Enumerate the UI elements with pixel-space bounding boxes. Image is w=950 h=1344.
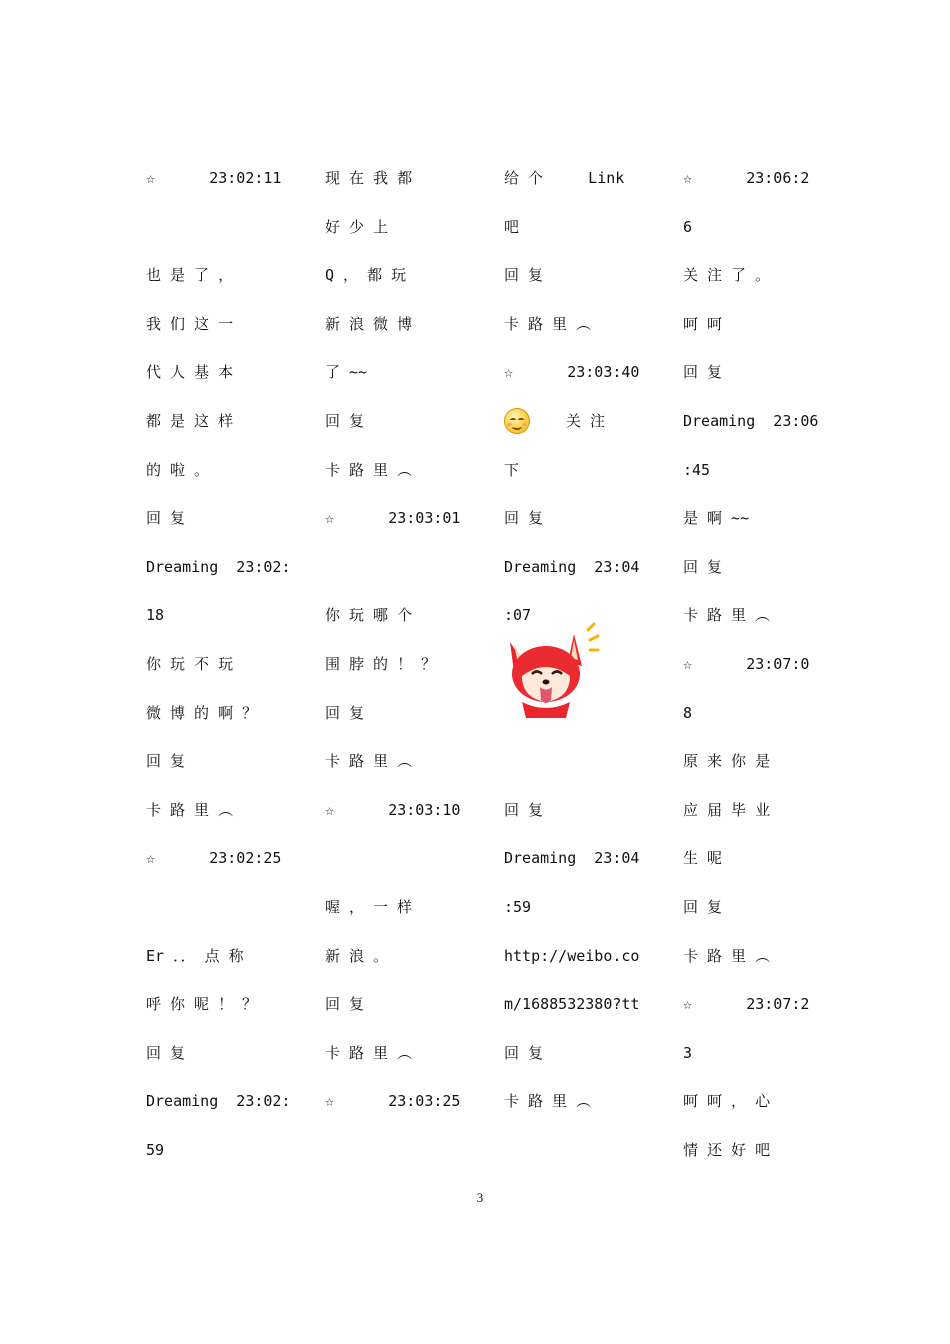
- text-line: ☆ 23:03:40: [504, 363, 640, 382]
- text-line: 回 复: [325, 703, 365, 722]
- text-line: 6: [683, 217, 693, 236]
- text-line: 原 来 你 是: [683, 752, 771, 771]
- text-line: 微 博 的 啊 ？: [146, 703, 258, 722]
- text-line: 59: [146, 1140, 165, 1159]
- text-line: :59: [504, 897, 532, 916]
- text-line: 给 个 Link: [504, 169, 625, 187]
- text-line: 回 复: [504, 800, 544, 819]
- text-line: 你 玩 不 玩: [146, 654, 234, 673]
- page-number: 3: [476, 1190, 484, 1205]
- text-line: 卡 路 里 ︵: [683, 606, 771, 625]
- text-line: Dreaming 23:02:: [146, 557, 291, 576]
- text-line: 呵 呵 ， 心: [683, 1092, 771, 1111]
- text-line: 卡 路 里 ︵: [325, 1043, 413, 1062]
- text-line: 回 复: [504, 266, 544, 285]
- text-line: ☆ 23:03:01: [325, 509, 461, 528]
- fox-sticker-icon: [504, 622, 604, 722]
- fox-sticker-slot: [504, 640, 669, 786]
- text-line: 回 复: [325, 411, 365, 430]
- text-line: 你 玩 哪 个: [325, 606, 413, 625]
- text-line: 回 复: [683, 363, 723, 382]
- text-line: Q ， 都 玩: [325, 266, 407, 285]
- text-line: 卡 路 里 ︵: [504, 1092, 592, 1111]
- text-line: m/1688532380?tt: [504, 995, 640, 1014]
- text-line: 卡 路 里 ︵: [683, 946, 771, 965]
- text-line: 生 呢: [683, 849, 723, 868]
- text-line: 卡 路 里 ︵: [325, 752, 413, 771]
- text-line: ☆ 23:02:25: [146, 849, 282, 868]
- text-line: 关 注 了 。: [683, 266, 771, 285]
- text-line: 8: [683, 703, 693, 722]
- text-line: 应 届 毕 业: [683, 800, 771, 819]
- text-line: 是 啊 ~~: [683, 509, 750, 528]
- text-line: ☆ 23:02:11: [146, 169, 282, 187]
- text-line: 呼 你 呢 ！ ？: [146, 995, 258, 1014]
- text-line: 回 复: [146, 509, 186, 528]
- text-line: 新 浪 微 博: [325, 314, 413, 333]
- smiley-caption: 关 注: [566, 411, 606, 430]
- text-line: 回 复: [146, 752, 186, 771]
- text-line: Dreaming 23:04: [504, 557, 640, 576]
- text-line: ☆ 23:07:0: [683, 654, 810, 673]
- text-line: 喔 ， 一 样: [325, 897, 413, 916]
- text-line: 18: [146, 606, 165, 625]
- text-line: 新 浪 。: [325, 946, 389, 965]
- blank-line: [146, 883, 311, 932]
- text-line: 了 ~~: [325, 363, 368, 382]
- text-line: 也 是 了 ，: [146, 266, 234, 285]
- text-line: 的 啦 。: [146, 460, 210, 479]
- text-line: ☆ 23:07:2: [683, 995, 810, 1014]
- text-line: Er ．． 点 称: [146, 946, 244, 965]
- blank-line: [325, 834, 490, 883]
- text-line: 现 在 我 都: [325, 169, 413, 187]
- text-line: 回 复: [504, 1043, 544, 1062]
- text-line: ☆ 23:03:25: [325, 1092, 461, 1111]
- text-line: 围 脖 的 ！ ？: [325, 654, 437, 673]
- text-line: 都 是 这 样: [146, 411, 234, 430]
- text-line: 呵 呵: [683, 314, 723, 333]
- text-line: 3: [683, 1043, 693, 1062]
- smiley-line: [504, 397, 669, 446]
- column-4: [683, 154, 848, 1174]
- text-line: 回 复: [504, 509, 544, 528]
- column-1: [146, 154, 311, 1174]
- text-line: 卡 路 里 ︵: [146, 800, 234, 819]
- text-line: Dreaming 23:02:: [146, 1092, 291, 1111]
- text-line: 好 少 上: [325, 217, 389, 236]
- text-line: :45: [683, 460, 711, 479]
- blank-line: [146, 203, 311, 252]
- text-line: 回 复: [146, 1043, 186, 1062]
- column-2: [325, 154, 490, 1126]
- text-line: 回 复: [325, 995, 365, 1014]
- text-line: 吧: [504, 217, 520, 236]
- text-line: 卡 路 里 ︵: [325, 460, 413, 479]
- text-line: 情 还 好 吧: [683, 1140, 771, 1159]
- text-line: http://weibo.co: [504, 946, 640, 965]
- text-line: 下: [504, 460, 520, 479]
- text-line: Dreaming 23:06: [683, 411, 819, 430]
- text-line: 回 复: [683, 897, 723, 916]
- blank-line: [325, 543, 490, 592]
- text-line: 回 复: [683, 557, 723, 576]
- text-line: :07: [504, 606, 532, 625]
- text-line: 我 们 这 一: [146, 314, 234, 333]
- smiley-emoticon-icon: [504, 408, 530, 434]
- text-line: 卡 路 里 ︵: [504, 314, 592, 333]
- text-line: 代 人 基 本: [146, 363, 234, 382]
- text-line: Dreaming 23:04: [504, 849, 640, 868]
- column-3: [504, 154, 669, 1126]
- text-line: ☆ 23:06:2: [683, 169, 810, 187]
- text-line: ☆ 23:03:10: [325, 800, 461, 819]
